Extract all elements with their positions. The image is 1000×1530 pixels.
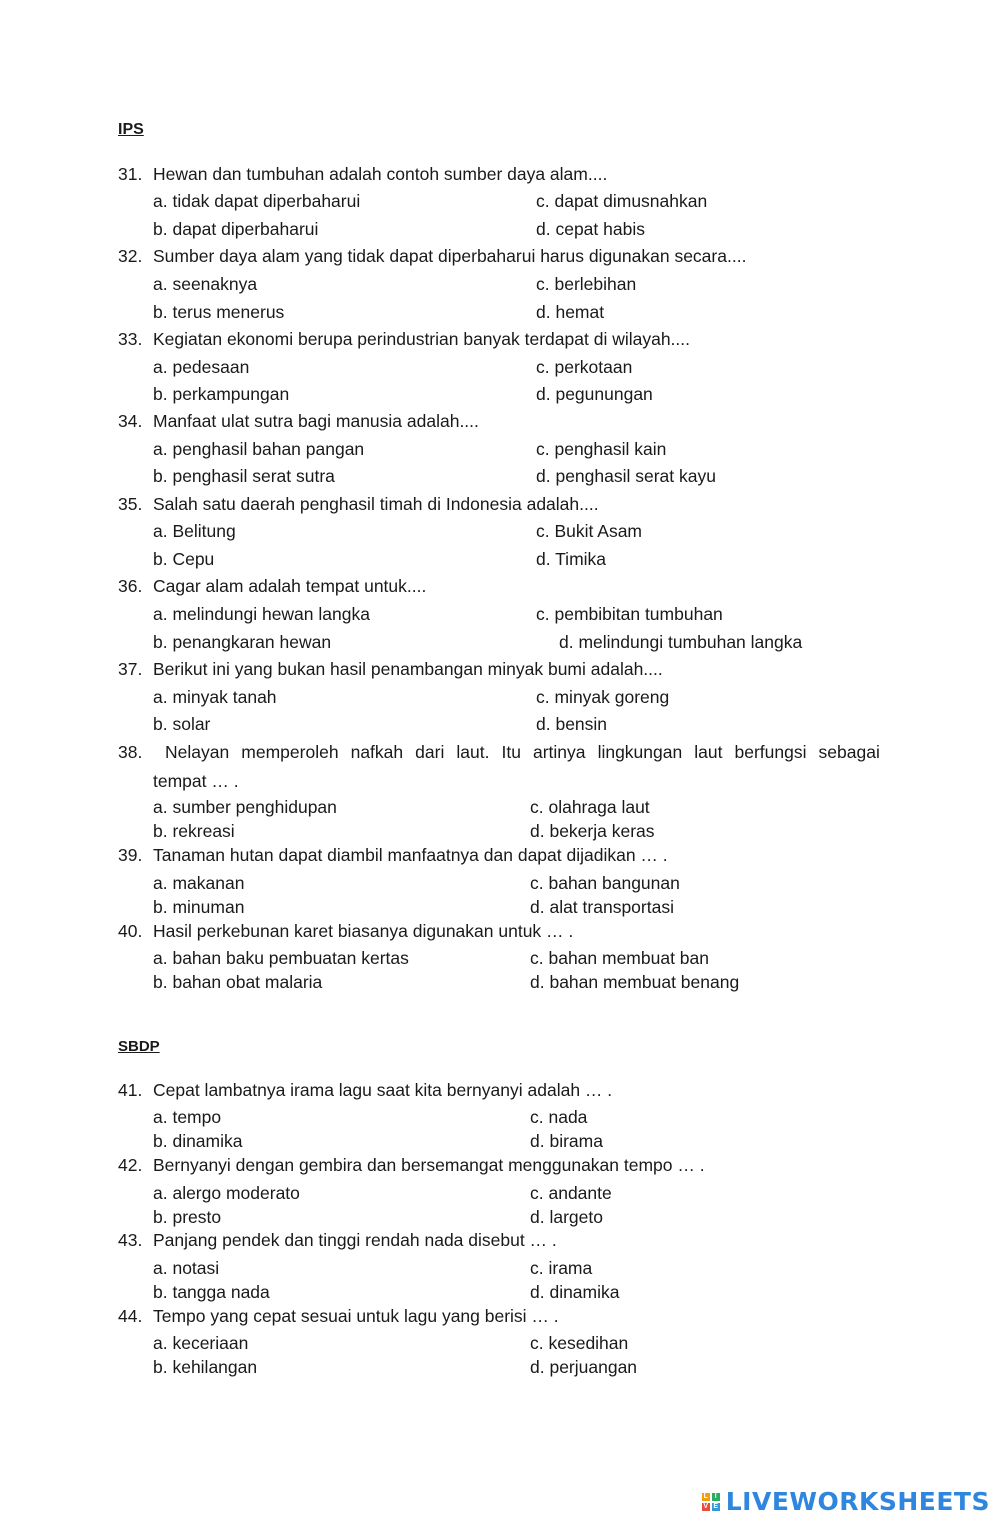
- question-text: Manfaat ulat sutra bagi manusia adalah....: [153, 411, 479, 431]
- question-34: [118, 411, 479, 432]
- option-34-d[interactable]: d. penghasil serat kayu: [536, 466, 716, 486]
- question-number: 44.: [118, 1306, 143, 1326]
- logo-mark-cell: V: [703, 1502, 709, 1510]
- option-32-a[interactable]: a. seenaknya: [153, 274, 258, 294]
- question-number: 31.: [118, 164, 143, 184]
- question-text: Berikut ini yang bukan hasil penambangan minyak bumi adalah....: [153, 659, 663, 679]
- word: nafkah: [350, 742, 404, 762]
- option-34-a[interactable]: a. penghasil bahan pangan: [153, 439, 365, 459]
- option-36-b[interactable]: b. penangkaran hewan: [153, 632, 332, 652]
- option-32-d[interactable]: d. hemat: [536, 302, 605, 322]
- option-31-d[interactable]: d. cepat habis: [536, 219, 645, 239]
- question-number: 37.: [118, 659, 143, 679]
- question-36: [118, 576, 426, 597]
- question-41: [118, 1080, 612, 1101]
- option-43-b[interactable]: b. tangga nada: [153, 1282, 270, 1302]
- option-43-d[interactable]: d. dinamika: [530, 1282, 620, 1302]
- option-33-b[interactable]: b. perkampungan: [153, 384, 290, 404]
- option-42-d[interactable]: d. largeto: [530, 1207, 603, 1227]
- question-32: [118, 246, 746, 267]
- option-41-b[interactable]: b. dinamika: [153, 1131, 243, 1151]
- question-37: [118, 659, 663, 680]
- question-number: 35.: [118, 494, 143, 514]
- question-number: 40.: [118, 921, 143, 941]
- word: sebagai: [818, 742, 880, 762]
- liveworksheets-logo[interactable]: [702, 1487, 990, 1516]
- option-35-b[interactable]: b. Cepu: [153, 549, 215, 569]
- option-35-a[interactable]: a. Belitung: [153, 521, 236, 541]
- option-42-b[interactable]: b. presto: [153, 1207, 222, 1227]
- logo-mark-cell: I: [712, 1493, 720, 1501]
- option-37-d[interactable]: d. bensin: [536, 714, 608, 734]
- option-36-c[interactable]: c. pembibitan tumbuhan: [536, 604, 723, 624]
- question-number: 38.: [118, 742, 143, 762]
- word: Nelayan: [165, 742, 230, 762]
- question-39: [118, 845, 668, 866]
- option-34-c[interactable]: c. penghasil kain: [536, 439, 667, 459]
- question-text: Salah satu daerah penghasil timah di Indonesia adalah....: [153, 494, 599, 514]
- question-number: 43.: [118, 1230, 143, 1250]
- question-text: Cagar alam adalah tempat untuk....: [153, 576, 427, 596]
- word: laut.: [456, 742, 490, 762]
- question-number: 34.: [118, 411, 143, 431]
- option-44-c[interactable]: c. kesedihan: [530, 1333, 629, 1353]
- option-36-d[interactable]: d. melindungi tumbuhan langka: [559, 632, 803, 652]
- question-33: [118, 329, 690, 350]
- question-number: 36.: [118, 576, 143, 596]
- word: memperoleh: [241, 742, 339, 762]
- option-40-c[interactable]: c. bahan membuat ban: [530, 948, 710, 968]
- question-number: 41.: [118, 1080, 143, 1100]
- option-40-b[interactable]: b. bahan obat malaria: [153, 972, 323, 992]
- question-text: Bernyanyi dengan gembira dan bersemangat menggunakan tempo … .: [153, 1155, 705, 1175]
- word: Itu: [501, 742, 521, 762]
- option-38-a[interactable]: a. sumber penghidupan: [153, 797, 337, 817]
- word: dari: [415, 742, 445, 762]
- logo-mark-icon: [702, 1493, 720, 1511]
- question-text: Sumber daya alam yang tidak dapat diperbaharui harus digunakan secara....: [153, 246, 747, 266]
- question-text: Cepat lambatnya irama lagu saat kita bernyanyi adalah … .: [153, 1080, 613, 1100]
- question-text: Panjang pendek dan tinggi rendah nada disebut … .: [153, 1230, 557, 1250]
- question-44: [118, 1306, 559, 1327]
- option-43-c[interactable]: c. irama: [530, 1258, 593, 1278]
- logo-mark-cell: E: [713, 1502, 719, 1510]
- option-33-c[interactable]: c. perkotaan: [536, 357, 633, 377]
- question-42: [118, 1155, 705, 1176]
- question-number: 42.: [118, 1155, 143, 1175]
- option-37-b[interactable]: b. solar: [153, 714, 211, 734]
- option-36-a[interactable]: a. melindungi hewan langka: [153, 604, 370, 624]
- option-39-b[interactable]: b. minuman: [153, 897, 245, 917]
- question-35: [118, 494, 599, 515]
- word: lingkungan: [597, 742, 683, 762]
- option-40-a[interactable]: a. bahan baku pembuatan kertas: [153, 948, 409, 968]
- section-heading-ips: IPS: [118, 121, 144, 138]
- question-38: [118, 742, 880, 792]
- option-41-d[interactable]: d. birama: [530, 1131, 603, 1151]
- option-37-c[interactable]: c. minyak goreng: [536, 687, 670, 707]
- option-38-d[interactable]: d. bekerja keras: [530, 821, 655, 841]
- question-text: Kegiatan ekonomi berupa perindustrian banyak terdapat di wilayah....: [153, 329, 691, 349]
- option-37-a[interactable]: a. minyak tanah: [153, 687, 277, 707]
- option-40-d[interactable]: d. bahan membuat benang: [530, 972, 740, 992]
- option-35-d[interactable]: d. Timika: [536, 549, 607, 569]
- question-31: [118, 164, 607, 185]
- option-42-c[interactable]: c. andante: [530, 1183, 612, 1203]
- question-40: [118, 921, 573, 942]
- option-32-c[interactable]: c. berlebihan: [536, 274, 637, 294]
- logo-mark-cell: L: [703, 1492, 708, 1500]
- question-text-line-1: [118, 742, 880, 763]
- question-number: 39.: [118, 845, 143, 865]
- option-32-b[interactable]: b. terus menerus: [153, 302, 285, 322]
- option-38-b[interactable]: b. rekreasi: [153, 821, 235, 841]
- option-39-a[interactable]: a. makanan: [153, 873, 245, 893]
- question-text: Hasil perkebunan karet biasanya digunakan untuk … .: [153, 921, 574, 941]
- option-41-a[interactable]: a. tempo: [153, 1107, 222, 1127]
- question-43: [118, 1230, 557, 1251]
- question-text-line-2: tempat … .: [153, 771, 239, 791]
- option-39-d[interactable]: d. alat transportasi: [530, 897, 674, 917]
- section-heading-sbdp: SBDP: [118, 1038, 160, 1055]
- option-31-b[interactable]: b. dapat diperbaharui: [153, 219, 319, 239]
- option-38-c[interactable]: c. olahraga laut: [530, 797, 650, 817]
- option-44-d[interactable]: d. perjuangan: [530, 1357, 638, 1377]
- question-number: 33.: [118, 329, 143, 349]
- question-text: Tanaman hutan dapat diambil manfaatnya dan dapat dijadikan … .: [153, 845, 668, 865]
- question-text: Hewan dan tumbuhan adalah contoh sumber daya alam....: [153, 164, 608, 184]
- option-39-c[interactable]: c. bahan bangunan: [530, 873, 680, 893]
- logo-text: LIVEWORKSHEETS: [725, 1487, 990, 1516]
- option-33-a[interactable]: a. pedesaan: [153, 357, 250, 377]
- question-number: 32.: [118, 246, 143, 266]
- question-text: Tempo yang cepat sesuai untuk lagu yang berisi … .: [153, 1306, 559, 1326]
- option-41-c[interactable]: c. nada: [530, 1107, 588, 1127]
- option-31-a[interactable]: a. tidak dapat diperbaharui: [153, 191, 361, 211]
- option-33-d[interactable]: d. pegunungan: [536, 384, 653, 404]
- option-31-c[interactable]: c. dapat dimusnahkan: [536, 191, 708, 211]
- option-44-a[interactable]: a. keceriaan: [153, 1333, 249, 1353]
- word: laut: [694, 742, 723, 762]
- option-43-a[interactable]: a. notasi: [153, 1258, 220, 1278]
- option-44-b[interactable]: b. kehilangan: [153, 1357, 258, 1377]
- option-34-b[interactable]: b. penghasil serat sutra: [153, 466, 335, 486]
- word: berfungsi: [734, 742, 807, 762]
- option-42-a[interactable]: a. alergo moderato: [153, 1183, 300, 1203]
- word: artinya: [533, 742, 586, 762]
- option-35-c[interactable]: c. Bukit Asam: [536, 521, 643, 541]
